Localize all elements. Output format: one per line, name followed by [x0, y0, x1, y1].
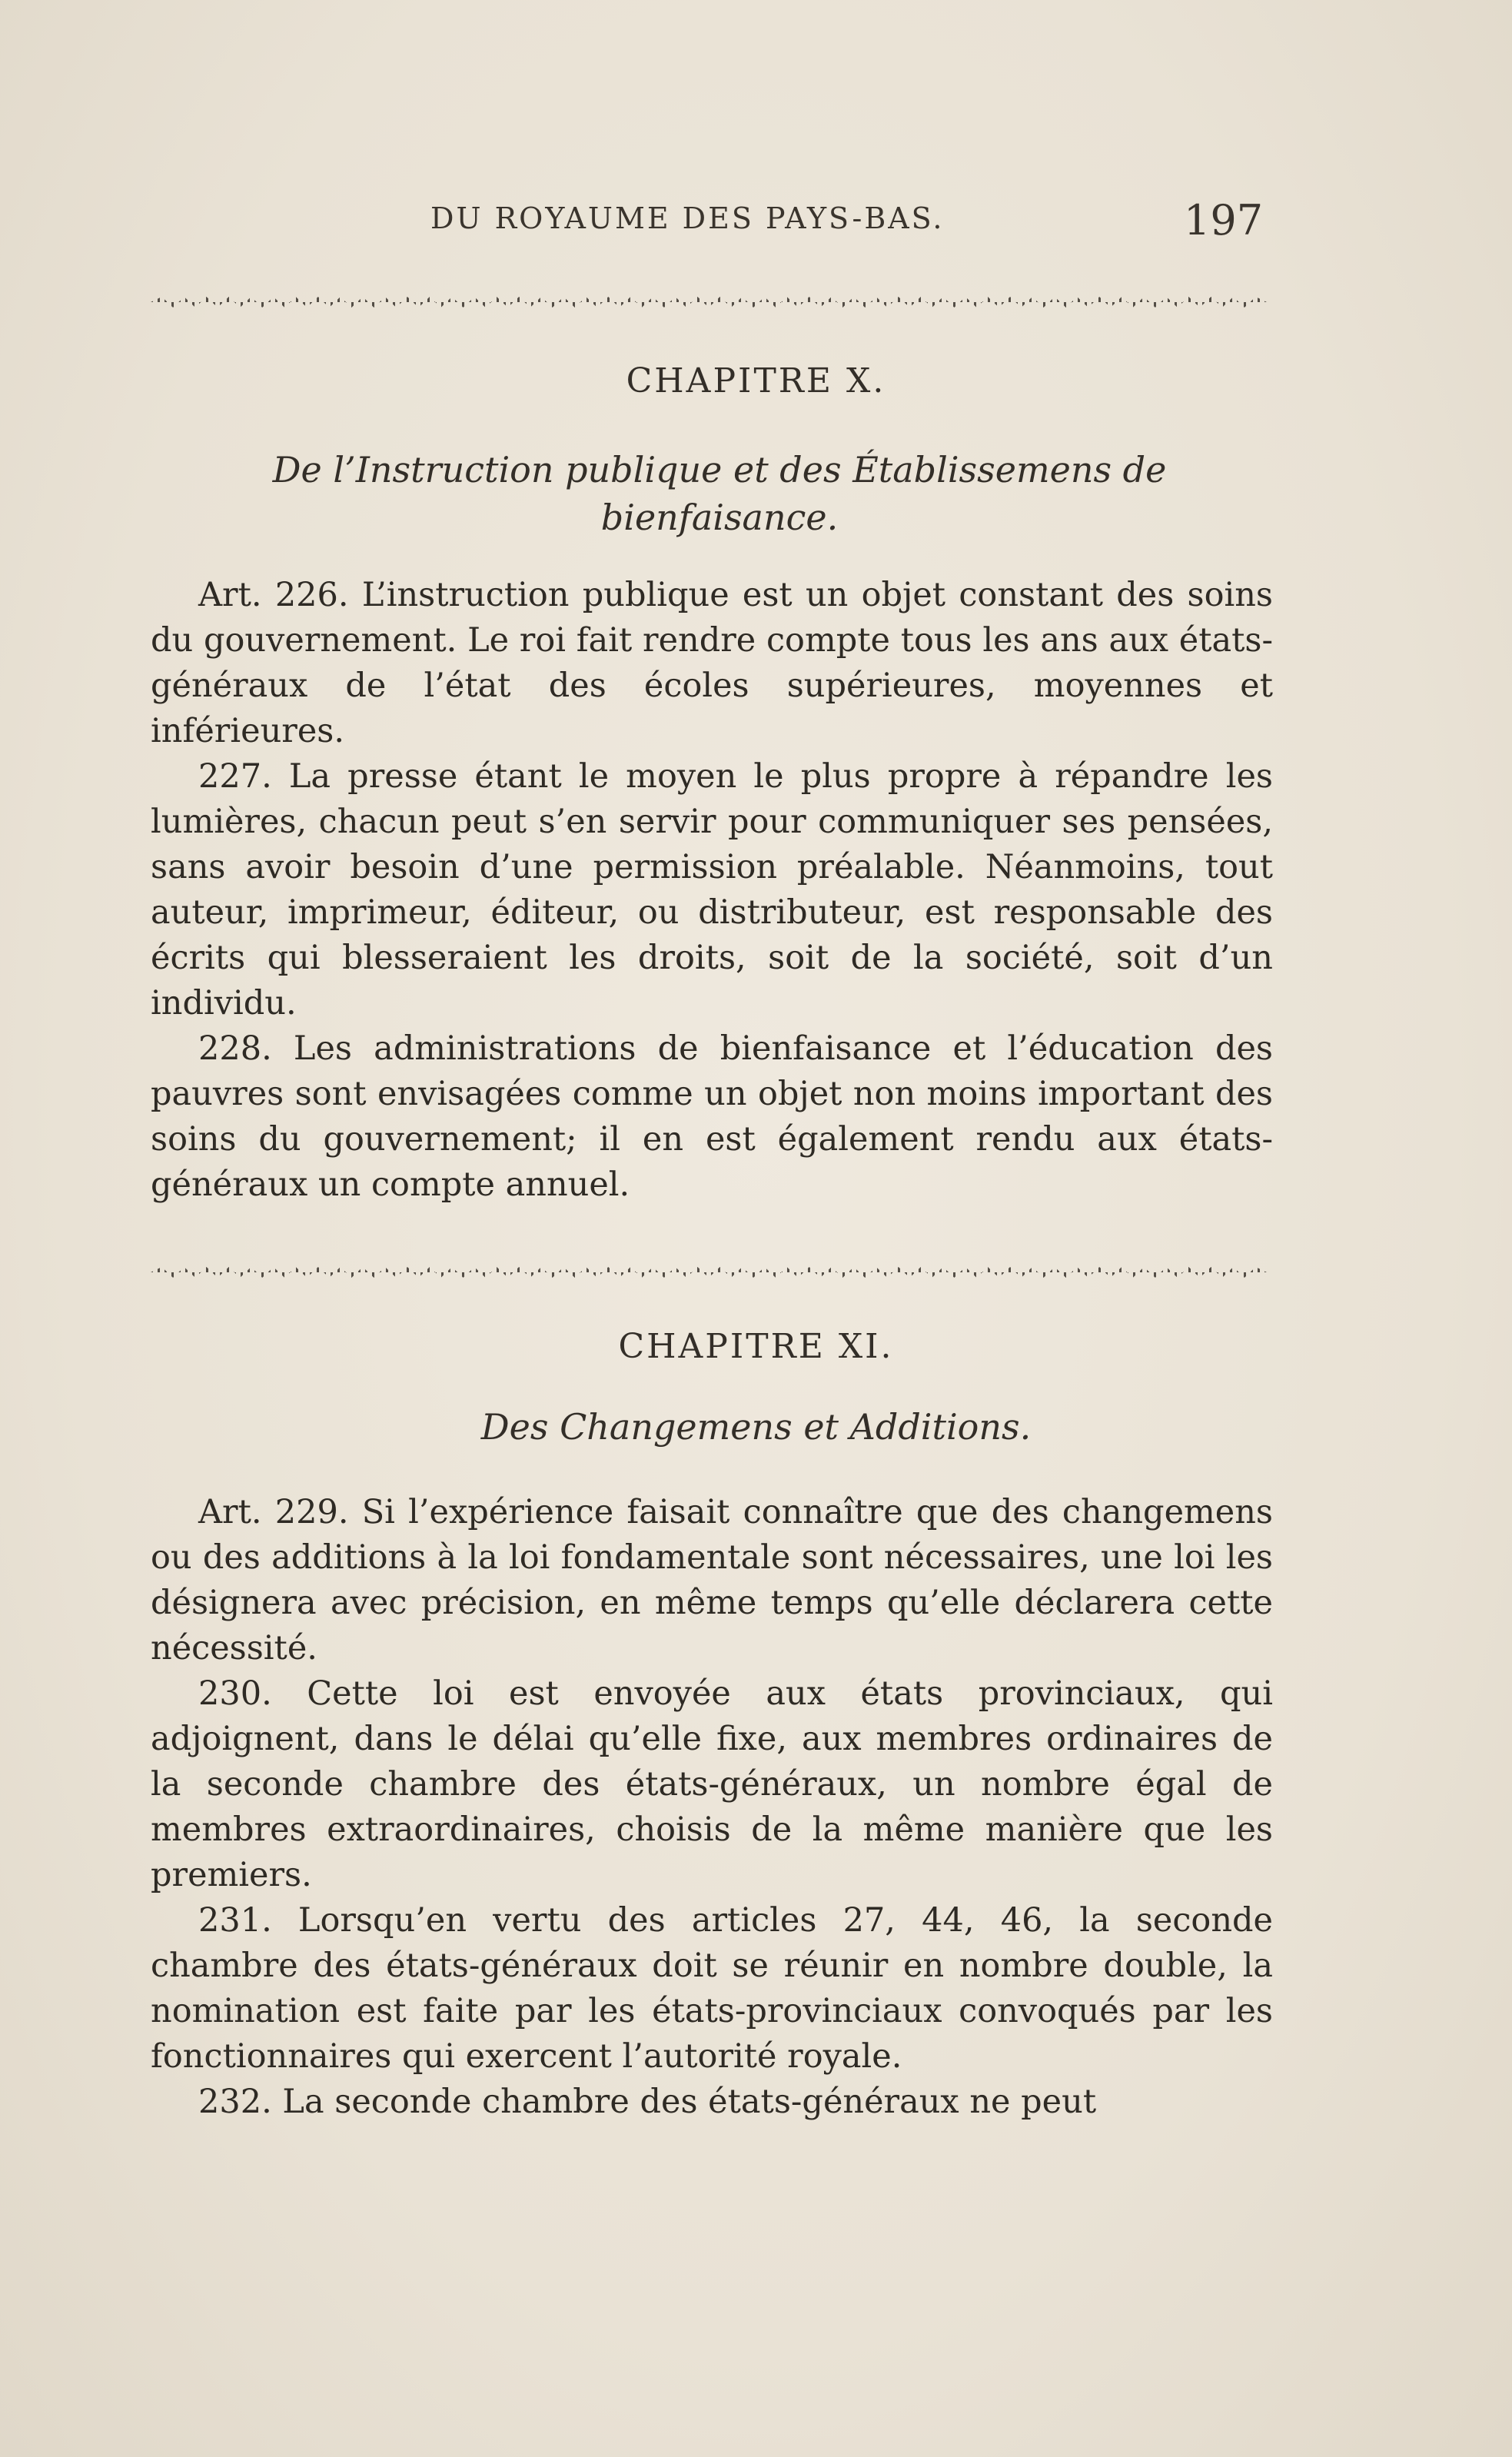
article-228: 228. Les administrations de bienfaisance et l’éducation des pauvres sont envisagées comme un objet non moins important des soins du gouvernement; il en est également rendu aux états-généraux un compte annuel. [151, 1029, 1273, 1204]
chapter-10-heading: CHAPITRE X. [626, 361, 886, 401]
article-230: 230. Cette loi est envoyée aux états provinciaux, qui adjoignent, dans le délai qu’elle fixe, aux membres ordinaires de la seconde chambre des états-généraux, un nombre égal de membres extraordinaires, choisis de la même manière que les premiers. [151, 1674, 1273, 1894]
chapter-10-title: De l’Instruction publique et des Établissemens de bienfaisance. [272, 449, 1167, 538]
article-229: Art. 229. Si l’expérience faisait connaître que des changemens ou des additions à la loi fondamentale sont nécessaires, une loi les désignera avec précision, en même temps qu’elle déclarera cette nécessité. [151, 1493, 1273, 1667]
article-232: 232. La seconde chambre des états-généraux ne peut [198, 2083, 1097, 2121]
chapter-10-body [151, 573, 1273, 1208]
chapter-11-body [151, 1490, 1273, 2125]
article-231: 231. Lorsqu’en vertu des articles 27, 44, 46, la seconde chambre des états-généraux doit se réunir en nombre double, la nomination est faite par les états-provinciaux convoqués par les fonctionnaires qui exercent l’autorité royale. [151, 1901, 1273, 2076]
chapter-11-title: Des Changemens et Additions. [480, 1406, 1032, 1448]
ornamental-rule-middle [151, 1267, 1267, 1278]
page-number: 197 [1184, 196, 1264, 244]
ornamental-rule-top [151, 297, 1267, 308]
running-head: DU ROYAUME DES PAYS-BAS. [430, 201, 945, 235]
article-226: Art. 226. L’instruction publique est un objet constant des soins du gouvernement. Le roi fait rendre compte tous les ans aux états-généraux de l’état des écoles supérieures, moyennes et inférieures. [151, 576, 1273, 750]
chapter-11-heading: CHAPITRE XI. [618, 1327, 894, 1366]
article-227: 227. La presse étant le moyen le plus propre à répandre les lumières, chacun peut s’en servir pour communiquer ses pensées, sans avoir besoin d’une permission préalable. Néanmoins, tout auteur, imprimeur, éditeur, ou distributeur, est responsable des écrits qui blesseraient les droits, soit de la société, soit d’un individu. [151, 757, 1273, 1022]
